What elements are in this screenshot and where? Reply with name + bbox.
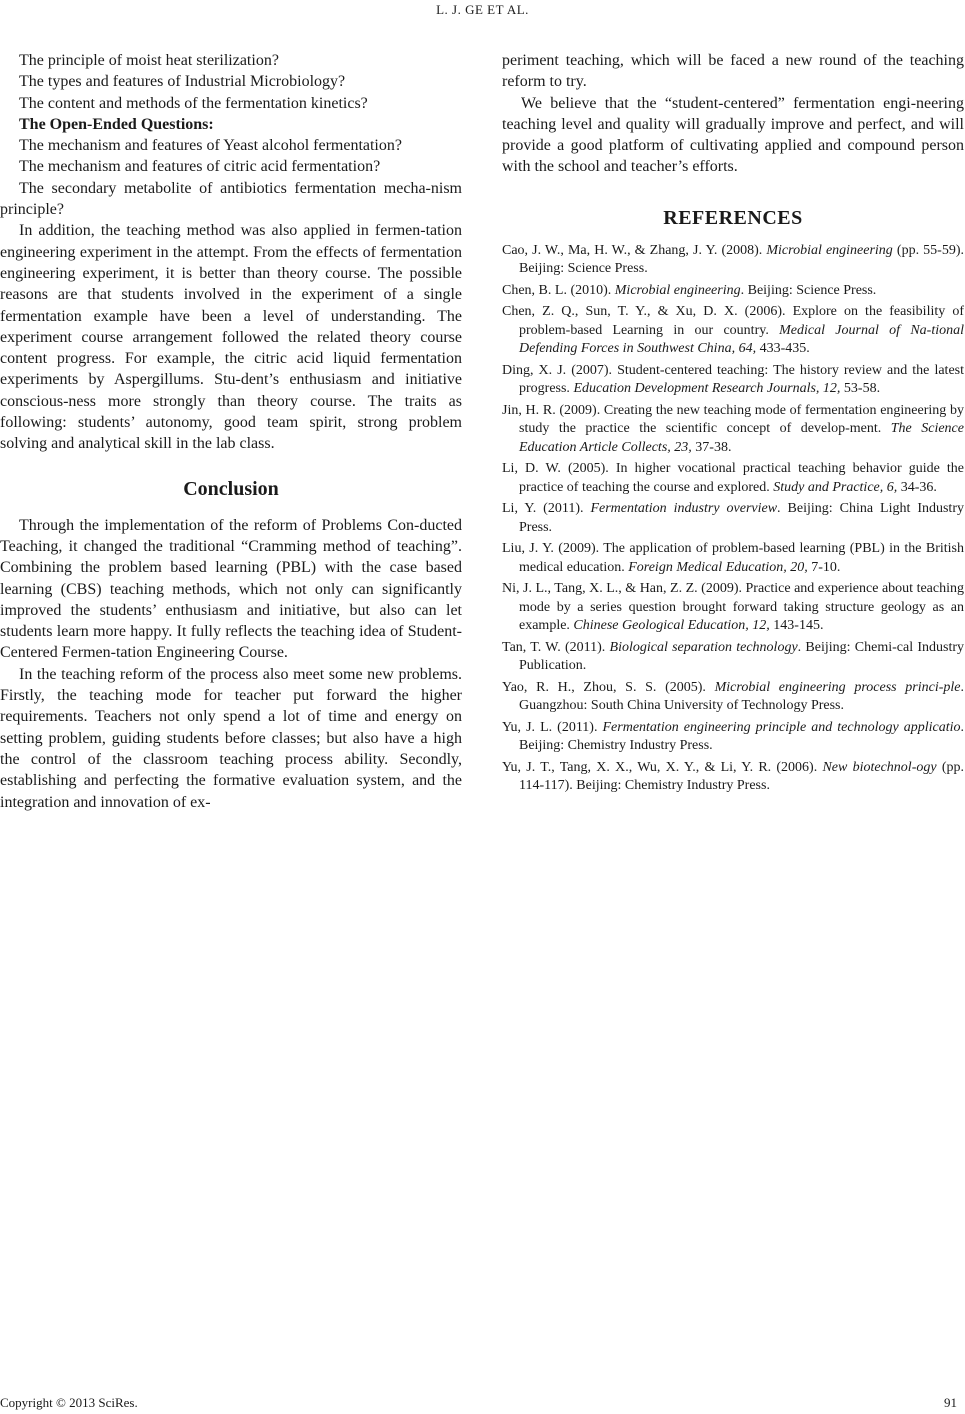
reference-text: . Beijing: China Light Industry Press. <box>519 501 964 535</box>
reference-text: Chen, Z. Q., Sun, T. Y., & Xu, D. X. (2006). Explore on the feasibility of problem-based Learning in our country. <box>502 304 964 338</box>
page-number: 91 <box>944 1395 957 1410</box>
reference-entry <box>502 580 964 636</box>
reference-text: 37-38. <box>691 439 732 455</box>
reference-title: Microbial engineering <box>614 282 741 298</box>
reference-entry <box>502 242 964 279</box>
reference-text: Ni, J. L., Tang, X. L., & Han, Z. Z. (2009). Practice and experience about teaching mode by a series question brought forward taking structure geology as an example. <box>502 581 964 634</box>
reference-text: Liu, J. Y. (2009). The application of problem-based learning (PBL) in the British medical education. <box>502 541 964 575</box>
reference-text: Cao, J. W., Ma, H. W., & Zhang, J. Y. (2008). <box>502 242 767 258</box>
reference-title: Education Development Research Journals, 12, <box>573 381 841 397</box>
reference-entry <box>502 639 964 676</box>
references-heading: REFERENCES <box>663 206 803 229</box>
reference-entry <box>502 679 964 716</box>
reference-text: (pp. 55-59). Beijing: Science Press. <box>519 242 964 277</box>
reference-title: Chinese Geological Education, 12, <box>573 618 770 634</box>
paragraph-problems: In the teaching reform of the process also meet some new problems. Firstly, the teaching mode for teacher put forward the higher requirements. Teachers not only spend a lot of time and energy on setting problem, guiding students before classes; but also have a high the control of the classroom teaching process ability. Secondly, establishing and perfecting the formative evaluation system, and the integration and innovation of ex- <box>0 665 462 811</box>
reference-text: Yu, J. T., Tang, X. X., Wu, X. Y., & Li, Y. R. (2006). <box>502 759 823 775</box>
reference-text: Ding, X. J. (2007). Student-centered teaching: The history review and the latest progress. <box>502 362 964 397</box>
reference-text: . Guangzhou: South China University of Technology Press. <box>519 679 964 714</box>
reference-title: New biotechnol-ogy <box>822 759 937 775</box>
reference-title: The Science Education Article Collects, 23, <box>519 421 964 455</box>
reference-text: (pp. 114-117). Beijing: Chemistry Industry Press. <box>519 759 964 794</box>
left-column <box>0 50 462 813</box>
reference-text: 143-145. <box>769 618 824 634</box>
reference-text: Chen, B. L. (2010). <box>502 282 615 298</box>
reference-entry <box>502 402 964 458</box>
open-question-1: The mechanism and features of Yeast alcohol fermentation? <box>19 137 402 155</box>
reference-entry <box>502 500 964 537</box>
reference-title: Study and Practice, 6, <box>773 479 898 495</box>
question-2: The types and features of Industrial Microbiology? <box>19 73 346 91</box>
reference-entry <box>502 540 964 577</box>
reference-title: Fermentation engineering principle and technology applicatio <box>602 719 961 735</box>
question-3: The content and methods of the fermentation kinetics? <box>19 94 368 112</box>
paragraph-continued: periment teaching, which will be faced a new round of the teaching reform to try. <box>502 52 964 91</box>
reference-title: Foreign Medical Education, 20, <box>628 559 808 575</box>
reference-text: . Beijing: Science Press. <box>740 282 877 298</box>
reference-text: 53-58. <box>840 381 881 397</box>
reference-entry <box>502 362 964 399</box>
reference-text: Yao, R. H., Zhou, S. S. (2005). <box>502 679 715 695</box>
reference-text: Yu, J. L. (2011). <box>502 719 603 735</box>
reference-text: 433-435. <box>756 341 810 357</box>
copyright: Copyright © 2013 SciRes. <box>0 1395 138 1410</box>
reference-text: Jin, H. R. (2009). Creating the new teaching mode of fermentation engineering by study the practice the scientific concept of develop-ment. <box>502 402 964 437</box>
conclusion-heading: Conclusion <box>183 477 279 500</box>
reference-entry <box>502 759 964 796</box>
reference-title: Biological separation technology <box>609 639 798 655</box>
open-questions-heading: The Open-Ended Questions: <box>19 115 214 133</box>
paragraph-belief: We believe that the “student-centered” fermentation engi-neering teaching level and quality will gradually improve and perfect, and will provide a good platform of cultivating applied and compound person with the school and teacher’s efforts. <box>502 94 964 176</box>
running-head: L. J. GE ET AL. <box>436 2 529 17</box>
reference-entry <box>502 303 964 359</box>
reference-text: . Beijing: Chemi-cal Industry Publication. <box>519 639 964 674</box>
right-column <box>502 50 964 799</box>
paragraph-experiment: In addition, the teaching method was also applied in fermen-tation engineering experiment in the attempt. From the effects of fermentation engineering experiment, it is better than theory course. The possible reasons are that students involved in the experiment of a single fermentation example have been a level of understanding. The experiment course arrangement followed the related theory course content progress. For example, the citric acid liquid fermentation experiments by Aspergillums. Stu-dent’s enthusiasm and initiative conscious-ness more strongly than theory course. The traits as following: students’ autonomy, good team spirit, strong problem solving and analytical skill in the lab class. <box>0 222 462 453</box>
reference-title: Medical Journal of Na-tional Defending Forces in Southwest China, 64, <box>519 322 964 357</box>
reference-entry <box>502 282 964 301</box>
open-question-2: The mechanism and features of citric acid fermentation? <box>19 158 381 176</box>
reference-entry <box>502 460 964 497</box>
references-list <box>502 242 964 796</box>
reference-text: Tan, T. W. (2011). <box>502 639 610 655</box>
reference-title: Fermentation industry overview <box>590 501 778 517</box>
reference-text: 7-10. <box>807 559 841 575</box>
reference-entry <box>502 719 964 756</box>
reference-title: Microbial engineering process princi-ple <box>714 679 961 695</box>
reference-text: Li, Y. (2011). <box>502 501 591 517</box>
reference-title: Microbial engineering <box>766 242 893 258</box>
reference-text: Li, D. W. (2005). In higher vocational practical teaching behavior guide the practice of teaching the course and explored. <box>502 461 964 495</box>
open-question-3: The secondary metabolite of antibiotics fermentation mecha-nism principle? <box>0 179 462 219</box>
paragraph-conclusion: Through the implementation of the reform of Problems Con-ducted Teaching, it changed the traditional “Cramming method of teaching”. Combining the problem based learning (PBL) with the case based learning (CBS) teaching methods, which not only can significantly improved the students’ enthusiasm and initiative, but also can let students learn more happy. It fully reflects the teaching idea of Student-Centered Fermen-tation Engineering Course. <box>0 516 462 662</box>
question-1: The principle of moist heat sterilization? <box>19 52 279 69</box>
reference-text: . Beijing: Chemistry Industry Press. <box>519 719 964 754</box>
reference-text: 34-36. <box>897 479 937 495</box>
